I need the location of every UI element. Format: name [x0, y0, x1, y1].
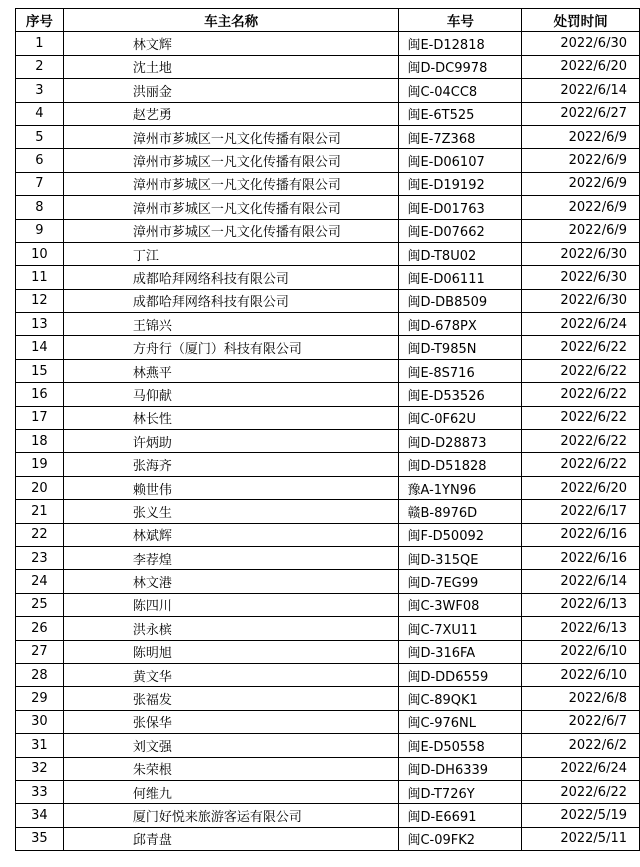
row-penalty-date: 2022/6/22: [522, 780, 640, 803]
table-row: [16, 593, 640, 616]
row-plate-number: 闽D-7EG99: [399, 570, 522, 593]
table-row: [16, 804, 640, 827]
row-penalty-date: 2022/6/9: [522, 149, 640, 172]
table-row: [16, 523, 640, 546]
row-serial-no: 20: [16, 476, 64, 499]
row-penalty-date: 2022/5/11: [522, 827, 640, 850]
row-owner-name: 李荐煌: [63, 546, 399, 569]
row-penalty-date: 2022/6/22: [522, 336, 640, 359]
row-plate-number: 闽D-DB8509: [399, 289, 522, 312]
row-serial-no: 8: [16, 196, 64, 219]
table-row: [16, 336, 640, 359]
row-plate-number: 闽D-DD6559: [399, 663, 522, 686]
row-serial-no: 4: [16, 102, 64, 125]
row-serial-no: 35: [16, 827, 64, 850]
row-owner-name: 林燕平: [63, 359, 399, 382]
row-penalty-date: 2022/6/2: [522, 734, 640, 757]
row-owner-name: 许炳助: [63, 430, 399, 453]
row-serial-no: 3: [16, 79, 64, 102]
table-row: [16, 125, 640, 148]
row-plate-number: 闽E-D06111: [399, 266, 522, 289]
table-row: [16, 32, 640, 55]
row-owner-name: 赵艺勇: [63, 102, 399, 125]
table-header-row: [16, 9, 640, 32]
row-penalty-date: 2022/6/8: [522, 687, 640, 710]
row-owner-name: 张福发: [63, 687, 399, 710]
table-row: [16, 313, 640, 336]
row-owner-name: 漳州市芗城区一凡文化传播有限公司: [63, 125, 399, 148]
table-row: [16, 79, 640, 102]
row-owner-name: 刘文强: [63, 734, 399, 757]
row-plate-number: 闽C-0F62U: [399, 406, 522, 429]
row-penalty-date: 2022/6/22: [522, 453, 640, 476]
table-row: [16, 289, 640, 312]
table-row: [16, 757, 640, 780]
row-owner-name: 漳州市芗城区一凡文化传播有限公司: [63, 196, 399, 219]
table-row: [16, 242, 640, 265]
row-penalty-date: 2022/6/14: [522, 570, 640, 593]
header-serial-no: 序号: [16, 9, 64, 32]
row-serial-no: 26: [16, 617, 64, 640]
row-serial-no: 32: [16, 757, 64, 780]
row-plate-number: 闽D-T8U02: [399, 242, 522, 265]
row-plate-number: 闽C-09FK2: [399, 827, 522, 850]
row-owner-name: 漳州市芗城区一凡文化传播有限公司: [63, 149, 399, 172]
row-plate-number: 闽C-3WF08: [399, 593, 522, 616]
row-serial-no: 25: [16, 593, 64, 616]
row-penalty-date: 2022/6/16: [522, 523, 640, 546]
row-penalty-date: 2022/6/22: [522, 359, 640, 382]
row-serial-no: 30: [16, 710, 64, 733]
row-plate-number: 闽E-D53526: [399, 383, 522, 406]
row-penalty-date: 2022/6/9: [522, 219, 640, 242]
row-penalty-date: 2022/6/30: [522, 289, 640, 312]
row-penalty-date: 2022/6/16: [522, 546, 640, 569]
row-owner-name: 厦门好悦来旅游客运有限公司: [63, 804, 399, 827]
row-plate-number: 闽D-DH6339: [399, 757, 522, 780]
row-penalty-date: 2022/6/9: [522, 125, 640, 148]
table-row: [16, 383, 640, 406]
row-owner-name: 成都哈拜网络科技有限公司: [63, 266, 399, 289]
row-owner-name: 林长性: [63, 406, 399, 429]
row-plate-number: 闽C-04CC8: [399, 79, 522, 102]
row-serial-no: 29: [16, 687, 64, 710]
row-plate-number: 闽C-976NL: [399, 710, 522, 733]
row-owner-name: 陈四川: [63, 593, 399, 616]
row-owner-name: 陈明旭: [63, 640, 399, 663]
table-row: [16, 570, 640, 593]
row-owner-name: 张海齐: [63, 453, 399, 476]
row-owner-name: 邱青盘: [63, 827, 399, 850]
row-owner-name: 林文港: [63, 570, 399, 593]
row-serial-no: 15: [16, 359, 64, 382]
row-owner-name: 朱荣根: [63, 757, 399, 780]
table-row: [16, 710, 640, 733]
row-penalty-date: 2022/6/24: [522, 313, 640, 336]
row-owner-name: 洪丽金: [63, 79, 399, 102]
row-serial-no: 1: [16, 32, 64, 55]
row-plate-number: 闽D-678PX: [399, 313, 522, 336]
row-penalty-date: 2022/6/30: [522, 32, 640, 55]
row-plate-number: 赣B-8976D: [399, 500, 522, 523]
row-plate-number: 闽E-D12818: [399, 32, 522, 55]
row-penalty-date: 2022/6/17: [522, 500, 640, 523]
row-plate-number: 闽E-D07662: [399, 219, 522, 242]
row-serial-no: 6: [16, 149, 64, 172]
row-serial-no: 16: [16, 383, 64, 406]
row-serial-no: 33: [16, 780, 64, 803]
row-plate-number: 闽C-7XU11: [399, 617, 522, 640]
row-plate-number: 闽D-T985N: [399, 336, 522, 359]
row-serial-no: 19: [16, 453, 64, 476]
table-row: [16, 359, 640, 382]
row-owner-name: 张保华: [63, 710, 399, 733]
row-serial-no: 24: [16, 570, 64, 593]
row-plate-number: 闽D-315QE: [399, 546, 522, 569]
row-owner-name: 黄文华: [63, 663, 399, 686]
row-serial-no: 12: [16, 289, 64, 312]
table-row: [16, 476, 640, 499]
row-penalty-date: 2022/6/20: [522, 476, 640, 499]
row-penalty-date: 2022/6/30: [522, 266, 640, 289]
row-serial-no: 28: [16, 663, 64, 686]
table-row: [16, 500, 640, 523]
table-row: [16, 546, 640, 569]
row-serial-no: 5: [16, 125, 64, 148]
row-owner-name: 成都哈拜网络科技有限公司: [63, 289, 399, 312]
row-owner-name: 洪永槟: [63, 617, 399, 640]
row-penalty-date: 2022/6/22: [522, 430, 640, 453]
row-penalty-date: 2022/6/14: [522, 79, 640, 102]
row-owner-name: 赖世伟: [63, 476, 399, 499]
row-serial-no: 11: [16, 266, 64, 289]
row-plate-number: 闽E-D50558: [399, 734, 522, 757]
row-penalty-date: 2022/5/19: [522, 804, 640, 827]
row-serial-no: 7: [16, 172, 64, 195]
row-owner-name: 沈土地: [63, 55, 399, 78]
header-owner-name: 车主名称: [63, 9, 399, 32]
table-row: [16, 430, 640, 453]
row-plate-number: 闽E-D06107: [399, 149, 522, 172]
row-penalty-date: 2022/6/22: [522, 383, 640, 406]
table-row: [16, 172, 640, 195]
row-penalty-date: 2022/6/27: [522, 102, 640, 125]
row-plate-number: 闽E-7Z368: [399, 125, 522, 148]
table-row: [16, 734, 640, 757]
row-plate-number: 闽F-D50092: [399, 523, 522, 546]
table-row: [16, 453, 640, 476]
table-row: [16, 149, 640, 172]
row-owner-name: 方舟行（厦门）科技有限公司: [63, 336, 399, 359]
table-row: [16, 196, 640, 219]
row-serial-no: 23: [16, 546, 64, 569]
row-owner-name: 何维九: [63, 780, 399, 803]
row-penalty-date: 2022/6/22: [522, 406, 640, 429]
row-serial-no: 34: [16, 804, 64, 827]
row-serial-no: 17: [16, 406, 64, 429]
row-penalty-date: 2022/6/10: [522, 640, 640, 663]
row-penalty-date: 2022/6/13: [522, 593, 640, 616]
row-serial-no: 13: [16, 313, 64, 336]
row-plate-number: 闽D-316FA: [399, 640, 522, 663]
table-row: [16, 102, 640, 125]
row-serial-no: 9: [16, 219, 64, 242]
table-row: [16, 406, 640, 429]
row-plate-number: 闽E-D01763: [399, 196, 522, 219]
row-plate-number: 闽D-DC9978: [399, 55, 522, 78]
row-plate-number: 闽C-89QK1: [399, 687, 522, 710]
row-owner-name: 王锦兴: [63, 313, 399, 336]
row-penalty-date: 2022/6/20: [522, 55, 640, 78]
table-row: [16, 266, 640, 289]
table-row: [16, 640, 640, 663]
row-plate-number: 闽D-D28873: [399, 430, 522, 453]
table-row: [16, 219, 640, 242]
table-row: [16, 55, 640, 78]
table-row: [16, 617, 640, 640]
row-owner-name: 林斌辉: [63, 523, 399, 546]
table-row: [16, 663, 640, 686]
row-serial-no: 10: [16, 242, 64, 265]
row-penalty-date: 2022/6/7: [522, 710, 640, 733]
table-row: [16, 687, 640, 710]
row-owner-name: 漳州市芗城区一凡文化传播有限公司: [63, 219, 399, 242]
row-penalty-date: 2022/6/9: [522, 196, 640, 219]
table-row: [16, 827, 640, 850]
row-penalty-date: 2022/6/9: [522, 172, 640, 195]
row-serial-no: 27: [16, 640, 64, 663]
header-penalty-date: 处罚时间: [522, 9, 640, 32]
row-owner-name: 漳州市芗城区一凡文化传播有限公司: [63, 172, 399, 195]
row-owner-name: 马仰献: [63, 383, 399, 406]
row-penalty-date: 2022/6/13: [522, 617, 640, 640]
penalty-table: [15, 8, 640, 851]
row-serial-no: 18: [16, 430, 64, 453]
row-plate-number: 闽D-D51828: [399, 453, 522, 476]
row-serial-no: 31: [16, 734, 64, 757]
row-serial-no: 14: [16, 336, 64, 359]
row-owner-name: 丁江: [63, 242, 399, 265]
header-plate-number: 车号: [399, 9, 522, 32]
row-plate-number: 豫A-1YN96: [399, 476, 522, 499]
row-plate-number: 闽D-E6691: [399, 804, 522, 827]
row-owner-name: 张义生: [63, 500, 399, 523]
row-serial-no: 22: [16, 523, 64, 546]
row-owner-name: 林文辉: [63, 32, 399, 55]
row-plate-number: 闽E-6T525: [399, 102, 522, 125]
row-penalty-date: 2022/6/30: [522, 242, 640, 265]
row-plate-number: 闽D-T726Y: [399, 780, 522, 803]
row-plate-number: 闽E-8S716: [399, 359, 522, 382]
row-penalty-date: 2022/6/10: [522, 663, 640, 686]
table-row: [16, 780, 640, 803]
row-penalty-date: 2022/6/24: [522, 757, 640, 780]
row-plate-number: 闽E-D19192: [399, 172, 522, 195]
row-serial-no: 2: [16, 55, 64, 78]
row-serial-no: 21: [16, 500, 64, 523]
